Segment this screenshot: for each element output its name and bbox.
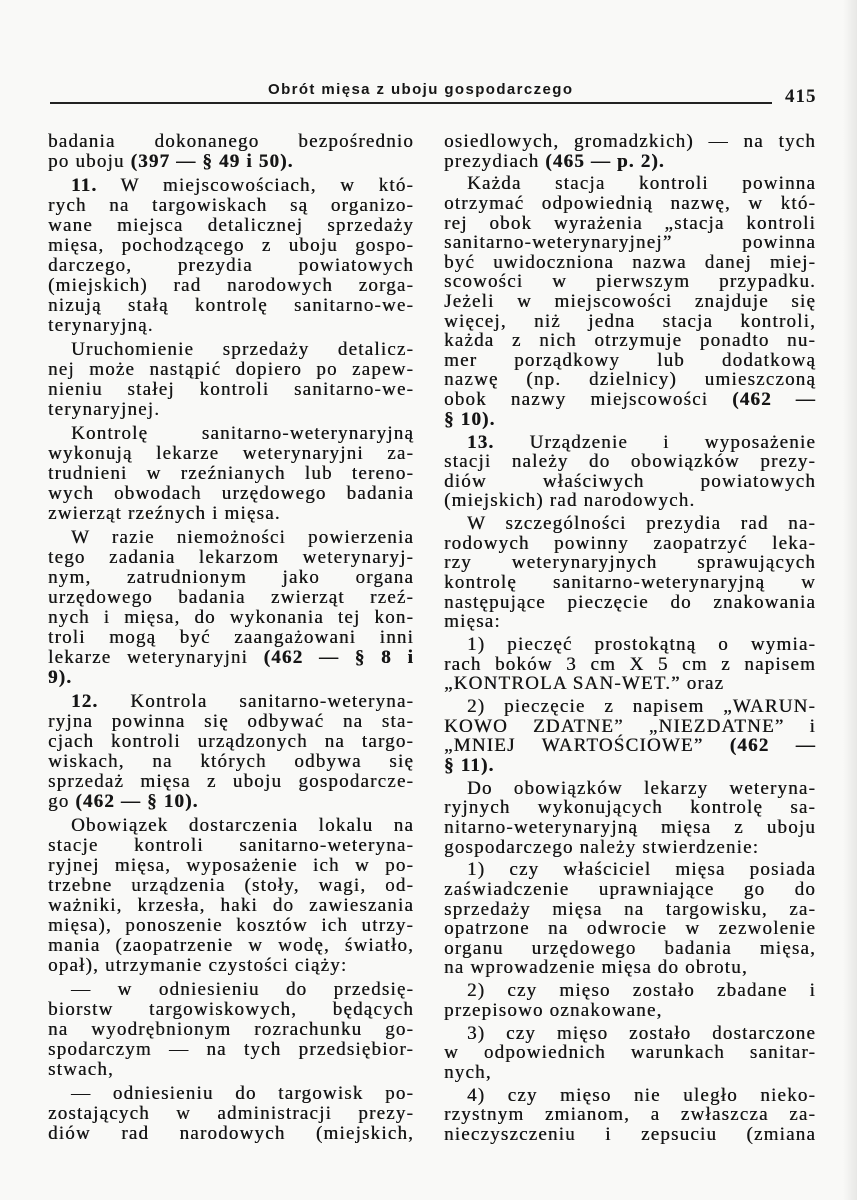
text-line: następujące pieczęcie do znakowania	[444, 591, 816, 613]
text-line: mania (zaopatrzenie w wodę, światło,	[48, 935, 414, 956]
text-line: troli mogą być zaangażowani inni	[48, 627, 414, 648]
text-line: nej może nastąpić dopiero po zapew-	[48, 359, 414, 380]
text-segment: lekarze weterynaryjni	[48, 647, 264, 668]
paragraph	[444, 174, 816, 429]
bold-reference: (465 — p. 2).	[545, 150, 665, 172]
text-line	[444, 433, 816, 453]
text-line: scowości w pierwszym przypadku.	[444, 271, 816, 293]
header-rule	[50, 102, 772, 104]
bold-reference: (462 — § 10).	[75, 791, 199, 812]
text-line: tego zadania lekarzom weterynaryj-	[48, 547, 414, 568]
text-line: Jeżeli w miejscowości znajduje się	[444, 291, 816, 313]
text-line: Każda stacja kontroli powinna	[467, 173, 816, 195]
text-line	[444, 152, 816, 172]
paragraph	[48, 1084, 414, 1144]
text-line: zwierząt rzeźnych i mięsa.	[48, 503, 281, 524]
paragraph	[48, 176, 414, 336]
text-line	[444, 390, 816, 410]
text-line: opał), utrzymanie czystości ciąży:	[48, 955, 348, 976]
paragraph	[48, 424, 414, 524]
text-line: rych na targowiskach są organizo-	[48, 195, 414, 216]
text-line: Kontrolę sanitarno-weterynaryjną	[71, 423, 414, 444]
text-line: terynaryjnej.	[48, 399, 161, 420]
text-line: diów rad narodowych (miejskich,	[48, 1123, 414, 1144]
text-segment: prezydiach	[444, 150, 546, 172]
text-line: sprzedaży mięsa na targowisku, za-	[444, 898, 816, 920]
text-line: nizują stałą kontrolę sanitarno-we-	[48, 295, 414, 316]
text-line: „KONTROLA SAN-WET.” oraz	[444, 673, 725, 695]
text-line: 1) czy właściciel mięsa posiada	[467, 859, 816, 881]
text-line: W szczególności prezydia rad na-	[467, 513, 816, 535]
text-line	[48, 792, 414, 812]
text-line: biorstw targowiskowych, będących	[48, 999, 414, 1020]
paragraph	[48, 528, 414, 688]
text-line: na wprowadzenie mięsa do obrotu,	[444, 957, 748, 979]
text-line: wane miejsca detalicznej sprzedaży	[48, 215, 414, 236]
running-title: Obrót mięsa z uboju gospodarczego	[268, 81, 574, 98]
bold-reference: 11.	[71, 175, 98, 196]
text-line	[48, 668, 414, 688]
text-line: nazwę (np. dzielnicy) umieszczoną	[444, 369, 816, 391]
left-column	[48, 132, 414, 1144]
bold-reference: 9).	[48, 667, 73, 688]
bold-reference: (462 —	[732, 389, 817, 411]
text-line: terynaryjną.	[48, 315, 154, 336]
text-line	[444, 410, 816, 430]
text-line: cjach kontroli urządzonych na targo-	[48, 731, 414, 752]
paragraph	[48, 132, 414, 172]
text-line: mer porządkowy lub dodatkową	[444, 349, 816, 371]
scan-page-edge	[843, 0, 857, 1200]
text-line: na wyodrębnionym rozrachunku go-	[48, 1019, 414, 1040]
text-line: nieczyszczeniu i zepsuciu (zmiana	[444, 1124, 816, 1146]
paragraph	[444, 433, 816, 511]
text-line: opatrzone na odwrocie w zezwolenie	[444, 918, 816, 940]
text-line: więcej, niż jedna stacja kontroli,	[444, 310, 816, 332]
page-number: 415	[785, 86, 817, 107]
text-line: sanitarno-weterynaryjnej” powinna	[444, 232, 816, 254]
text-line: osiedlowych, gromadzkich) — na tych	[444, 131, 816, 152]
text-line: każda z nich otrzymuje ponadto nu-	[444, 330, 816, 352]
text-line: — odniesieniu do targowisk po-	[71, 1083, 414, 1104]
text-segment: Urządzenie i wyposażenie	[494, 431, 816, 453]
text-line: mięsa:	[444, 611, 501, 633]
text-line: gospodarczego należy stwierdzenie:	[444, 836, 760, 858]
paragraph	[48, 816, 414, 976]
text-line: — w odniesieniu do przedsię-	[71, 979, 414, 1000]
text-line: otrzymać odpowiednią nazwę, w któ-	[444, 193, 816, 215]
text-line: nitarno-weterynaryjną mięsa z uboju	[444, 816, 816, 838]
text-line: Obowiązek dostarczenia lokalu na	[71, 815, 414, 836]
paragraph	[48, 340, 414, 420]
text-line	[48, 176, 414, 196]
text-line	[48, 152, 414, 172]
text-segment: go	[48, 791, 76, 812]
paragraph	[444, 860, 816, 978]
text-line: stacje kontroli sanitarno-weteryna-	[48, 835, 414, 856]
bold-reference: (397 — § 49 i 50).	[130, 151, 294, 172]
text-line: 2) pieczęcie z napisem „WARUN-	[467, 696, 816, 718]
bold-reference: (462 —	[729, 735, 816, 757]
text-segment: po uboju	[48, 151, 131, 172]
text-segment: W miejscowościach, w któ-	[97, 175, 414, 196]
bold-reference: § 10).	[444, 408, 496, 430]
text-line: KOWO ZDATNE” „NIEZDATNE” i	[444, 715, 816, 737]
text-line: rzystnym zmianom, a zwłaszcza za-	[444, 1104, 816, 1126]
text-line: mięsa), ponoszenie kosztów ich utrzy-	[48, 915, 414, 936]
paragraph	[444, 779, 816, 857]
text-line: rej obok wyrażenia „stacja kontroli	[444, 212, 816, 234]
text-line: wiskach, na których odbywa się	[48, 751, 414, 772]
text-line: zaświadczenie uprawniające go do	[444, 879, 816, 901]
text-line: 4) czy mięso nie uległo nieko-	[467, 1084, 816, 1106]
bold-reference: 13.	[467, 431, 495, 453]
text-line: ryjnej mięsa, wyposażenie ich w po-	[48, 855, 414, 876]
text-line: nych,	[444, 1061, 492, 1083]
text-line: przepisowo oznakowane,	[444, 999, 663, 1021]
paragraph	[48, 692, 414, 812]
text-line: nych i mięsa, do wykonania tej kon-	[48, 607, 414, 628]
paragraph	[444, 635, 816, 694]
text-line: (miejskich) rad narodowych.	[444, 490, 696, 512]
text-line: wych obwodach urzędowego badania	[48, 483, 414, 504]
text-line: diów właściwych powiatowych	[444, 470, 816, 492]
text-line: mięsa, pochodzącego z uboju gospo-	[48, 235, 414, 256]
text-line: trudnieni w rzeźnianych lub tereno-	[48, 463, 414, 484]
text-line: spodarczym — na tych przedsiębior-	[48, 1039, 414, 1060]
text-line: zostających w administracji prezy-	[48, 1103, 414, 1124]
text-line: nieniu stałej kontroli sanitarno-we-	[48, 379, 414, 400]
paragraph	[444, 1024, 816, 1083]
bold-reference: 12.	[71, 691, 99, 712]
text-line: darczego, prezydia powiatowych	[48, 255, 414, 276]
bold-reference: (462 — § 8 i	[263, 647, 415, 668]
text-line: Uruchomienie sprzedaży detalicz-	[71, 339, 414, 360]
text-segment: obok nazwy miejscowości	[444, 389, 733, 411]
bold-reference: § 11).	[444, 754, 495, 776]
text-line: 2) czy mięso zostało zbadane i	[467, 980, 816, 1002]
text-line	[48, 692, 414, 712]
text-line	[444, 756, 816, 776]
text-segment: „MNIEJ WARTOŚCIOWE”	[444, 735, 730, 757]
text-line: badania dokonanego bezpośrednio	[48, 131, 414, 152]
right-column	[444, 132, 816, 1145]
text-line: być uwidoczniona nazwa danej miej-	[444, 251, 816, 273]
text-line: ważniki, krzesła, haki do zawieszania	[48, 895, 414, 916]
text-line: urzędowego badania zwierząt rzeź-	[48, 587, 414, 608]
text-line: rzy weterynaryjnych sprawujących	[444, 552, 816, 574]
text-line: stwach,	[48, 1059, 114, 1080]
text-line: nym, zatrudnionym jako organa	[48, 567, 414, 588]
text-line: ryjnych wykonujących kontrolę sa-	[444, 797, 816, 819]
text-line: stacji należy do obowiązków prezy-	[444, 451, 816, 473]
paragraph	[48, 980, 414, 1080]
paragraph	[444, 697, 816, 775]
text-line	[444, 736, 816, 756]
text-line: sprzedaż mięsa z uboju gospodarcze-	[48, 771, 414, 792]
paragraph	[444, 1086, 816, 1145]
text-line: trzebne urządzenia (stoły, wagi, od-	[48, 875, 414, 896]
text-line: kontrolę sanitarno-weterynaryjną w	[444, 571, 816, 593]
text-line: ryjna powinna się odbywać na sta-	[48, 711, 414, 732]
text-line: 1) pieczęć prostokątną o wymia-	[467, 634, 816, 656]
text-line: rach boków 3 cm X 5 cm z napisem	[444, 653, 816, 675]
text-line: 3) czy mięso zostało dostarczone	[467, 1022, 816, 1044]
text-line: rodowych powinny zaopatrzyć leka-	[444, 532, 816, 554]
text-line: wykonują lekarze weterynaryjni za-	[48, 443, 414, 464]
text-line: w odpowiednich warunkach sanitar-	[444, 1042, 816, 1064]
text-segment: Kontrola sanitarno-weteryna-	[98, 691, 414, 712]
text-line	[48, 648, 414, 668]
paragraph	[444, 514, 816, 632]
paragraph	[444, 981, 816, 1020]
text-line: organu urzędowego badania mięsa,	[444, 937, 816, 959]
text-line: (miejskich) rad narodowych zorga-	[48, 275, 414, 296]
paragraph	[444, 132, 816, 171]
text-line: Do obowiązków lekarzy weteryna-	[467, 777, 816, 799]
text-line: W razie niemożności powierzenia	[71, 527, 414, 548]
